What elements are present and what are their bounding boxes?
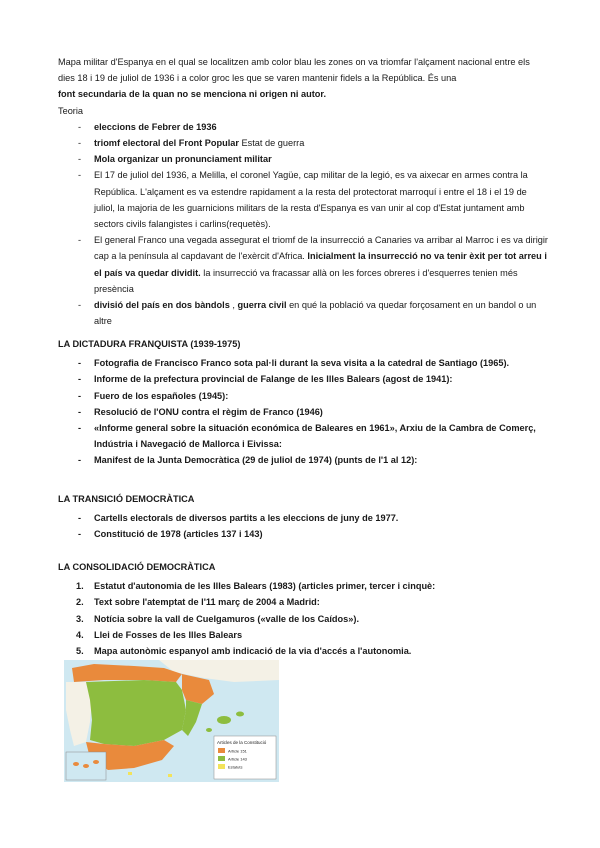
canary-island <box>73 762 79 766</box>
list-item: 4. Llei de Fosses de les Illes Balears <box>76 629 243 640</box>
list-item: - «Informe general sobre la situación económica de Baleares en 1961», Arxiu de la Cambra de Comerç, Indústria i Navegació de Mallorca i Eivissa: <box>58 420 548 452</box>
list-item: - Informe de la prefectura provincial de Falange de les Illes Balears (agost de 1941): <box>58 371 548 387</box>
section-title: LA TRANSICIÓ DEMOCRÀTICA <box>58 494 195 504</box>
dictadura-list <box>58 355 548 468</box>
transicio-section <box>58 491 548 543</box>
list-item: 1. Estatut d'autonomia de les Illes Balears (1983) (articles primer, tercer i cinquè: <box>76 581 436 592</box>
list-item: 2. Text sobre l'atemptat de l'11 març de 2004 a Madrid: <box>76 597 320 608</box>
ceuta-marker <box>128 772 132 775</box>
list-item: - Fotografia de Francisco Franco sota pal·li durant la seva visita a la catedral de Santiago (1965). <box>58 355 548 371</box>
list-item: - eleccions de Febrer de 1936 <box>58 119 548 135</box>
teoria-list <box>58 119 548 330</box>
legend-swatch-143 <box>218 756 225 761</box>
intro-line: Mapa militar d'Espanya en el qual se localitzen amb color blau les zones on va triomfar l'alçament nacional entre els dies 18 i 19 de juliol de 1936 i a color groc les que se varen mantenir fidels a la República. És una <box>58 57 530 84</box>
canary-island <box>93 760 99 764</box>
list-item: 5. Mapa autonòmic espanyol amb indicació de la via d'accés a l'autonomia. <box>76 646 412 657</box>
melilla-marker <box>168 774 172 777</box>
list-item: - Fuero de los españoles (1945): <box>58 388 548 404</box>
spain-map-image <box>64 660 279 782</box>
teoria-label: Teoria <box>58 105 84 116</box>
legend-title: Articles de la Constitució <box>217 740 267 745</box>
legend-swatch-151 <box>218 748 225 753</box>
mallorca-island <box>217 716 231 724</box>
dictadura-section <box>58 336 548 469</box>
legend-item: Article 143 <box>228 756 247 762</box>
list-item: - Mola organizar un pronunciament militar <box>58 151 548 167</box>
section-title: LA CONSOLIDACIÓ DEMOCRÀTICA <box>58 562 216 572</box>
list-item: - divisió del país en dos bàndols , guerra civil en qué la població va quedar forçosament en un bandol o un altre <box>58 297 548 329</box>
list-item: - Resolució de l'ONU contra el règim de Franco (1946) <box>58 404 548 420</box>
list-item: 3. Notícia sobre la vall de Cuelgamuros («valle de los Caídos»). <box>76 613 359 624</box>
ibiza-island <box>206 728 212 732</box>
list-item: - Cartells electorals de diversos partits a les eleccions de juny de 1977. <box>58 510 548 526</box>
legend-swatch-estatuts <box>218 764 225 769</box>
list-item: - El 17 de juliol del 1936, a Melilla, el coronel Yagüe, cap militar de la legió, es va aixecar en armes contra la República. L'alçament es va estendre rapidament a la resta del protectorat marroquí i entre el 18 i el 19 de juliol, la majoria de les guarnicions militars de la resta d'Espanya es van unir al cop d'Estat juntament amb sectors civils falangistes i carlins(requetès). <box>58 167 548 232</box>
intro-block <box>58 54 548 329</box>
intro-bold-text: font secundaria de la quan no se menciona ni origen ni autor. <box>58 89 327 100</box>
list-item: - Constitució de 1978 (articles 137 i 143) <box>58 526 548 542</box>
legend-item: Estatuts <box>228 764 243 770</box>
intro-text <box>58 54 548 86</box>
autonomy-map <box>64 660 279 782</box>
menorca-island <box>236 712 244 717</box>
legend-item: Article 151 <box>228 748 247 754</box>
canary-island <box>83 764 89 768</box>
list-item: - Manifest de la Junta Democràtica (29 de juliol de 1974) (punts de l'1 al 12): <box>58 452 548 468</box>
list-item: - triomf electoral del Front Popular Estat de guerra <box>58 135 548 151</box>
section-title: LA DICTADURA FRANQUISTA (1939-1975) <box>58 339 241 349</box>
consolidacio-section <box>58 559 548 659</box>
central-regions <box>86 680 186 746</box>
list-item: - El general Franco una vegada assegurat el triomf de la insurrecció a Canaries va arribar al Marroc i es va dirigir cap a la península al capdavant de l'exèrcit d'Africa. Inicialment la insurrecció no va tenir èxit per tot arreu i el país va quedar dividit. la insurrecció va fracassar allà on les forces obreres i d'esquerres tenien més presència <box>58 232 548 297</box>
transicio-list <box>58 510 548 542</box>
consolidacio-list <box>58 578 548 659</box>
